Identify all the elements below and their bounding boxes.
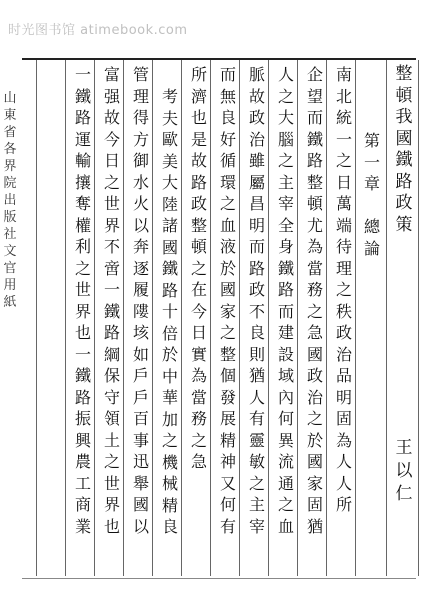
rule-line (65, 60, 66, 576)
body-char: 域 (277, 366, 294, 385)
body-char: 人 (277, 65, 294, 84)
body-char: 則 (248, 344, 265, 364)
body-char: 路 (248, 258, 265, 278)
body-char: 鐵 (277, 258, 294, 278)
body-char: 火 (132, 194, 149, 213)
body-char: 而 (277, 301, 294, 321)
body-char: 路 (74, 387, 91, 407)
title-char: 策 (395, 214, 413, 235)
body-char: 倍 (161, 323, 178, 343)
body-char: 日 (103, 151, 120, 170)
body-char: 故 (190, 151, 207, 170)
body-char: 百 (132, 409, 149, 428)
body-char: 國 (219, 280, 236, 299)
chapter-char (361, 195, 383, 217)
body-char: 方 (132, 129, 149, 149)
body-char: 世 (103, 473, 120, 493)
rule-line (239, 60, 240, 576)
body-char: 夫 (161, 108, 178, 128)
body-char: 之 (219, 194, 236, 213)
chapter-char: 總 (363, 217, 380, 236)
chapter-char: 第 (363, 131, 380, 150)
body-char: 國 (132, 495, 149, 514)
body-char: 御 (132, 151, 149, 170)
body-char: 路 (74, 108, 91, 127)
body-char: 急 (306, 323, 323, 342)
side-stamp (2, 90, 18, 311)
body-char: 當 (306, 258, 323, 278)
body-char: 統 (335, 108, 352, 127)
body-char: 垓 (132, 323, 149, 342)
body-char: 何 (277, 409, 294, 428)
body-char: 一 (103, 280, 120, 299)
body-char: 人 (248, 387, 265, 407)
body-char: 濟 (190, 86, 207, 106)
body-char: 利 (74, 237, 91, 256)
stamp-char: 山 (3, 91, 17, 106)
body-char: 腦 (277, 129, 294, 149)
body-char: 戶 (132, 387, 149, 407)
body-char: 政 (190, 194, 207, 213)
body-char: 奪 (74, 194, 91, 213)
body-char: 大 (161, 173, 178, 192)
body-char: 北 (335, 86, 352, 106)
body-char: 不 (248, 301, 265, 321)
body-char: 在 (190, 280, 207, 299)
body-char: 土 (103, 430, 120, 450)
body-char: 良 (248, 323, 265, 342)
body-char: 血 (219, 215, 236, 235)
body-char: 水 (132, 172, 149, 192)
rule-line (181, 60, 182, 576)
body-char: 萬 (335, 194, 352, 213)
body-char: 强 (103, 86, 120, 106)
body-char: 固 (335, 409, 352, 428)
text-column (246, 64, 268, 537)
body-char: 路 (103, 323, 120, 342)
body-char: 大 (277, 108, 294, 127)
body-char: 戶 (132, 366, 149, 385)
body-char: 之 (335, 151, 352, 170)
body-char: 一 (335, 129, 352, 149)
body-char: 綱 (103, 344, 120, 364)
title-char: 鐵 (395, 150, 413, 170)
body-char: 之 (306, 301, 323, 321)
body-char: 為 (306, 237, 323, 256)
body-char: 個 (219, 366, 236, 385)
body-char: 於 (219, 258, 236, 278)
body-char: 振 (74, 409, 91, 428)
body-char: 十 (161, 302, 178, 321)
body-char: 之 (306, 409, 323, 428)
body-char: 之 (219, 323, 236, 342)
body-char: 事 (132, 430, 149, 450)
body-char: 之 (103, 452, 120, 471)
body-char: 之 (190, 258, 207, 278)
body-char: 明 (248, 215, 265, 235)
body-char: 是 (190, 129, 207, 149)
body-char: 昌 (248, 194, 265, 213)
body-char: 展 (219, 409, 236, 428)
title-char: 國 (395, 128, 413, 149)
body-char: 設 (277, 344, 294, 364)
body-char: 富 (103, 65, 120, 84)
body-char: 有 (248, 409, 265, 428)
body-char: 血 (277, 516, 294, 536)
body-char: 界 (103, 495, 120, 514)
chapter-char: 論 (363, 238, 380, 258)
stamp-char: 省 (3, 125, 17, 140)
body-char: 管 (132, 65, 149, 84)
body-char: 之 (161, 431, 178, 450)
body-char: 猶 (306, 516, 323, 536)
body-char: 𨻻 (132, 301, 149, 321)
body-char: 秩 (335, 301, 352, 321)
body-char: 而 (219, 65, 236, 84)
body-char: 啻 (103, 258, 120, 278)
rule-line (355, 60, 356, 576)
body-char: 鐵 (306, 129, 323, 149)
body-char: 待 (335, 237, 352, 256)
body-char: 歐 (161, 130, 178, 149)
title-char: 政 (395, 193, 413, 213)
author-char: 王 (395, 438, 413, 458)
body-char: 身 (277, 237, 294, 256)
body-char: 國 (306, 344, 323, 364)
body-char: 猶 (248, 366, 265, 385)
body-char: 興 (74, 430, 91, 450)
body-char: 之 (74, 258, 91, 278)
stamp-char: 各 (3, 142, 17, 157)
body-char: 故 (103, 108, 120, 127)
body-char: 運 (74, 129, 91, 149)
body-char: 家 (306, 473, 323, 493)
body-char: 液 (219, 237, 236, 256)
body-char: 好 (219, 129, 236, 149)
body-char: 良 (161, 517, 178, 536)
body-char: 以 (132, 215, 149, 235)
rule-line (297, 60, 298, 576)
watermark: 时光图书馆 atimebook.com (0, 20, 188, 42)
body-char: 而 (248, 237, 265, 256)
text-column (130, 64, 152, 537)
body-char: 奔 (132, 237, 149, 256)
body-char: 鐵 (161, 259, 178, 278)
chapter-char: 一 (363, 152, 380, 172)
body-char: 之 (248, 473, 265, 493)
body-char: 之 (277, 495, 294, 514)
author-name (390, 437, 418, 506)
body-char: 務 (190, 409, 207, 428)
body-char: 械 (161, 474, 178, 493)
body-char: 治 (248, 129, 265, 149)
body-char: 也 (190, 108, 207, 127)
text-column (333, 64, 355, 516)
rule-line (123, 60, 124, 576)
body-char: 政 (248, 108, 265, 127)
body-char: 環 (219, 172, 236, 192)
rule-line (36, 60, 37, 576)
body-char: 良 (219, 108, 236, 127)
body-char: 精 (219, 430, 236, 450)
body-char: 治 (335, 344, 352, 364)
body-char: 領 (103, 409, 120, 428)
body-char: 鐵 (103, 301, 120, 321)
stamp-char: 社 (3, 227, 17, 242)
body-char: 日 (190, 323, 207, 342)
body-char: 實 (190, 344, 207, 364)
stamp-char: 紙 (3, 295, 17, 310)
body-char: 故 (248, 86, 265, 106)
body-char: 敏 (248, 452, 265, 471)
body-char: 日 (335, 172, 352, 192)
title-char: 頓 (395, 85, 413, 106)
text-column (304, 64, 326, 537)
body-char: 理 (132, 86, 149, 106)
body-char: 何 (219, 495, 236, 514)
body-char: 機 (161, 452, 178, 472)
body-char: 為 (335, 430, 352, 450)
body-char: 望 (306, 86, 323, 106)
body-char: 異 (277, 430, 294, 450)
body-char: 尤 (306, 215, 323, 235)
stamp-char: 院 (3, 176, 17, 191)
body-char: 靈 (248, 430, 265, 450)
body-char: 路 (161, 280, 178, 300)
body-char: 屬 (248, 172, 265, 192)
text-column (72, 64, 94, 537)
body-char: 履 (132, 280, 149, 299)
body-char: 整 (306, 172, 323, 192)
body-char: 家 (219, 301, 236, 321)
body-char: 建 (277, 323, 294, 342)
body-char: 工 (74, 473, 91, 493)
stamp-char: 官 (3, 261, 17, 276)
body-char: 理 (335, 258, 352, 278)
body-char: 華 (161, 388, 178, 407)
body-char: 美 (161, 151, 178, 171)
body-char: 攘 (74, 172, 91, 192)
body-char: 也 (103, 516, 120, 536)
rule-line (268, 60, 269, 576)
body-char: 所 (335, 495, 352, 514)
body-char: 無 (219, 86, 236, 106)
body-char: 商 (74, 495, 91, 514)
body-char: 如 (132, 344, 149, 364)
body-char: 守 (103, 387, 120, 407)
body-char: 於 (306, 430, 323, 450)
body-char: 發 (219, 387, 236, 407)
body-char: 政 (335, 323, 352, 342)
body-char: 政 (248, 280, 265, 299)
stamp-char: 東 (3, 108, 17, 123)
body-char: 政 (306, 366, 323, 385)
body-char: 陸 (161, 194, 178, 214)
body-char: 權 (74, 215, 91, 235)
title-char: 路 (395, 171, 413, 192)
text-column (217, 64, 239, 537)
rule-line (210, 60, 211, 576)
bottom-rule (22, 578, 416, 579)
body-char: 諸 (161, 216, 178, 235)
body-char: 加 (161, 409, 178, 429)
body-char: 逐 (132, 258, 149, 278)
body-char: 之 (277, 151, 294, 170)
body-char: 之 (190, 430, 207, 450)
body-char: 世 (103, 194, 120, 213)
body-char: 今 (190, 301, 207, 321)
body-char: 頓 (306, 194, 323, 213)
text-column (275, 64, 297, 537)
body-char: 農 (74, 452, 91, 471)
body-char: 保 (103, 366, 120, 385)
author-char: 仁 (395, 484, 413, 504)
rule-line (386, 60, 387, 576)
body-char: 國 (161, 237, 178, 257)
body-char: 而 (306, 108, 323, 127)
body-char: 中 (161, 366, 178, 386)
body-char: 固 (306, 495, 323, 514)
body-char: 神 (219, 452, 236, 471)
body-char: 之 (335, 280, 352, 299)
body-char: 舉 (132, 473, 149, 493)
body-char: 為 (190, 366, 207, 385)
body-char: 宰 (277, 194, 294, 213)
body-char: 主 (248, 495, 265, 514)
body-char: 於 (161, 345, 178, 364)
body-char: 頓 (190, 237, 207, 256)
body-char: 國 (306, 452, 323, 471)
body-char: 今 (103, 129, 120, 149)
body-char: 當 (190, 387, 207, 407)
body-char: 治 (306, 387, 323, 407)
body-char: 南 (335, 65, 352, 84)
text-column (101, 64, 123, 537)
body-char: 整 (190, 215, 207, 235)
body-char: 不 (103, 237, 120, 256)
body-char: 務 (306, 280, 323, 299)
body-char: 有 (219, 516, 236, 536)
body-char: 以 (132, 516, 149, 536)
body-char: 內 (277, 387, 294, 407)
body-char: 明 (335, 387, 352, 407)
stamp-char: 出 (3, 193, 17, 208)
body-char: 鐵 (74, 86, 91, 106)
stamp-char: 版 (3, 210, 17, 225)
body-char: 精 (161, 495, 178, 515)
body-char: 端 (335, 215, 352, 235)
body-char: 一 (74, 65, 91, 84)
body-char: 路 (277, 280, 294, 299)
body-char: 業 (74, 516, 91, 536)
chapter-char: 章 (363, 174, 380, 193)
body-char: 企 (306, 65, 323, 84)
body-char: 迅 (132, 452, 149, 471)
body-char: 宰 (248, 516, 265, 536)
body-char: 考 (161, 87, 178, 106)
body-char: 路 (306, 151, 323, 170)
body-char: 整 (219, 344, 236, 364)
text-column (159, 86, 181, 538)
body-char: 路 (190, 172, 207, 192)
author-char: 以 (395, 461, 413, 481)
body-char: 一 (74, 344, 91, 364)
rule-line (326, 60, 327, 576)
body-char: 人 (335, 452, 352, 471)
stamp-char: 界 (3, 159, 17, 174)
body-char: 通 (277, 473, 294, 493)
document-title (393, 64, 415, 236)
body-char: 也 (74, 323, 91, 342)
body-char: 鐵 (74, 366, 91, 385)
body-char: 脈 (248, 65, 265, 84)
body-char: 全 (277, 215, 294, 235)
title-char: 我 (395, 107, 413, 127)
body-char: 品 (335, 366, 352, 385)
title-char: 整 (395, 64, 413, 84)
body-char: 所 (190, 65, 207, 84)
body-char: 急 (190, 452, 207, 471)
stamp-char: 用 (3, 278, 17, 293)
body-char: 人 (335, 473, 352, 493)
body-char: 世 (74, 280, 91, 299)
text-column (188, 64, 210, 473)
chapter-heading (361, 130, 383, 259)
body-char: 主 (277, 172, 294, 192)
body-char: 界 (103, 215, 120, 235)
rule-line (418, 60, 419, 576)
body-char: 輸 (74, 151, 91, 170)
body-char: 循 (219, 151, 236, 170)
rule-line (94, 60, 95, 576)
body-char: 得 (132, 108, 149, 127)
rule-line (152, 60, 153, 576)
body-char: 流 (277, 452, 294, 471)
body-char: 又 (219, 473, 236, 493)
body-char: 雖 (248, 151, 265, 170)
body-char: 之 (277, 86, 294, 106)
stamp-char: 文 (3, 244, 17, 259)
body-char: 之 (103, 172, 120, 192)
body-char: 界 (74, 301, 91, 321)
